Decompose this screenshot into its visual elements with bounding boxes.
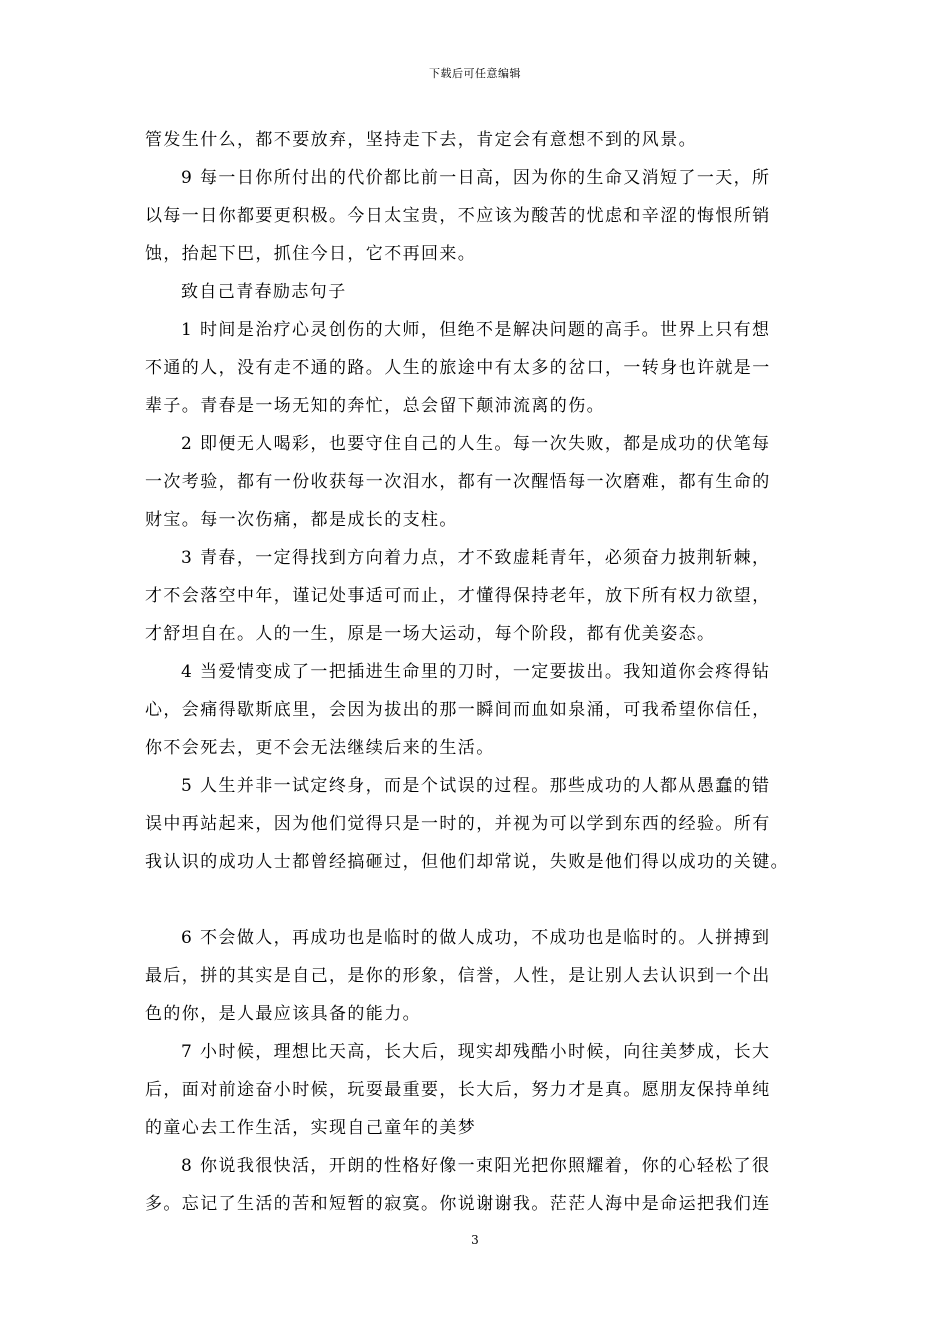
text-line: 4 当爱情变成了一把插进生命里的刀时，一定要拔出。我知道你会疼得钻 bbox=[181, 662, 771, 682]
page-header: 下载后可任意编辑 bbox=[429, 67, 521, 80]
text-line: 后，面对前途奋小时候，玩耍最重要，长大后，努力才是真。愿朋友保持单纯 bbox=[145, 1080, 771, 1100]
text-line: 6 不会做人，再成功也是临时的做人成功，不成功也是临时的。人拼搏到 bbox=[181, 928, 771, 948]
text-line: 的童心去工作生活，实现自己童年的美梦 bbox=[145, 1118, 477, 1138]
text-line: 财宝。每一次伤痛，都是成长的支柱。 bbox=[145, 510, 458, 530]
text-line: 管发生什么，都不要放弃，坚持走下去，肯定会有意想不到的风景。 bbox=[145, 130, 697, 150]
text-line: 2 即便无人喝彩，也要守住自己的人生。每一次失败，都是成功的伏笔每 bbox=[181, 434, 771, 454]
text-line: 以每一日你都要更积极。今日太宝贵，不应该为酸苦的忧虑和辛涩的悔恨所销 bbox=[145, 206, 771, 226]
text-line: 多。忘记了生活的苦和短暂的寂寞。你说谢谢我。茫茫人海中是命运把我们连 bbox=[145, 1194, 771, 1214]
text-line: 才舒坦自在。人的一生，原是一场大运动，每个阶段，都有优美姿态。 bbox=[145, 624, 716, 644]
document-body bbox=[145, 121, 805, 1223]
text-line: 最后，拼的其实是自己，是你的形象，信誉，人性，是让别人去认识到一个出 bbox=[145, 966, 771, 986]
text-line: 心，会痛得歇斯底里，会因为拔出的那一瞬间而血如泉涌，可我希望你信任， bbox=[145, 700, 771, 720]
text-line: 你不会死去，更不会无法继续后来的生活。 bbox=[145, 738, 495, 758]
text-line: 色的你，是人最应该具备的能力。 bbox=[145, 1004, 421, 1024]
text-line: 8 你说我很快活，开朗的性格好像一束阳光把你照耀着，你的心轻松了很 bbox=[181, 1156, 771, 1176]
text-line: 不通的人，没有走不通的路。人生的旅途中有太多的岔口，一转身也许就是一 bbox=[145, 358, 771, 378]
text-line: 5 人生并非一试定终身，而是个试误的过程。那些成功的人都从愚蠢的错 bbox=[181, 776, 771, 796]
text-line: 误中再站起来，因为他们觉得只是一时的，并视为可以学到东西的经验。所有 bbox=[145, 814, 771, 834]
text-line: 我认识的成功人士都曾经搞砸过，但他们却常说，失败是他们得以成功的关键。 bbox=[145, 852, 789, 872]
text-line: 才不会落空中年，谨记处事适可而止，才懂得保持老年，放下所有权力欲望， bbox=[145, 586, 771, 606]
section-heading: 致自己青春励志句子 bbox=[181, 282, 347, 302]
text-line: 7 小时候，理想比天高，长大后，现实却残酷小时候，向往美梦成，长大 bbox=[181, 1042, 771, 1062]
text-line: 1 时间是治疗心灵创伤的大师，但绝不是解决问题的高手。世界上只有想 bbox=[181, 320, 771, 340]
text-line: 9 每一日你所付出的代价都比前一日高，因为你的生命又消短了一天，所 bbox=[181, 168, 771, 188]
blank-line bbox=[145, 881, 805, 919]
text-line: 蚀，抬起下巴，抓住今日，它不再回来。 bbox=[145, 244, 477, 264]
text-line: 辈子。青春是一场无知的奔忙，总会留下颠沛流离的伤。 bbox=[145, 396, 605, 416]
text-line: 3 青春，一定得找到方向着力点，才不致虚耗青年，必须奋力披荆斩棘， bbox=[181, 548, 771, 568]
page-number: 3 bbox=[471, 1233, 479, 1247]
text-line: 一次考验，都有一份收获每一次泪水，都有一次醒悟每一次磨难，都有生命的 bbox=[145, 472, 771, 492]
